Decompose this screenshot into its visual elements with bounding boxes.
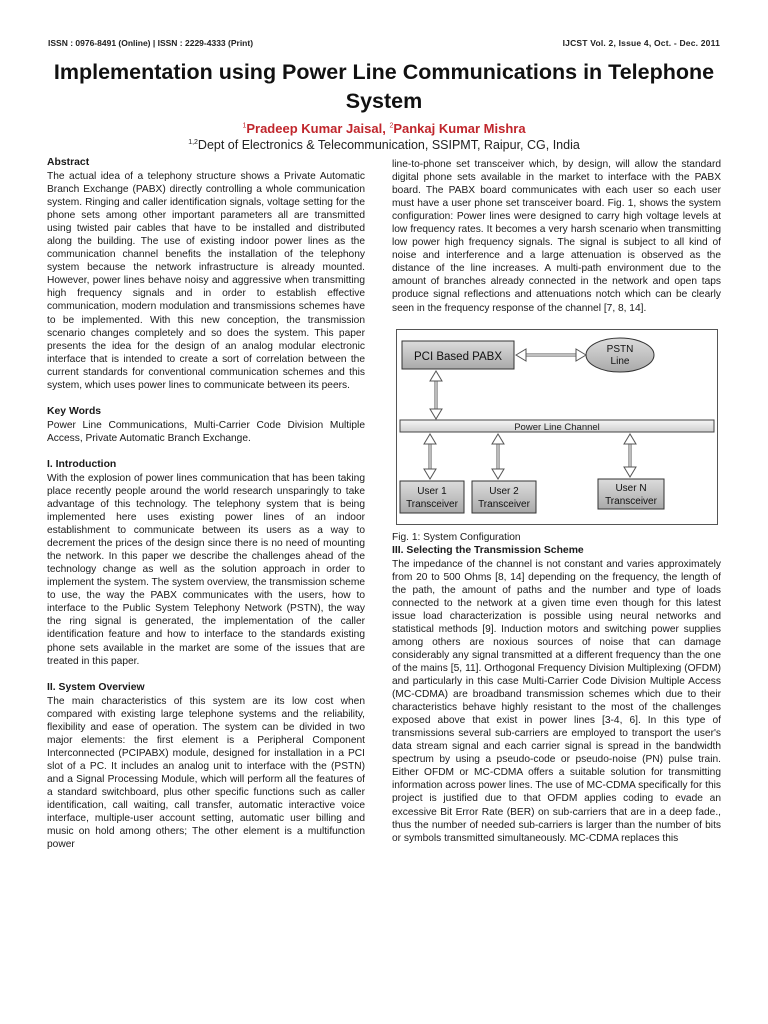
author-2: Pankaj Kumar Mishra <box>393 121 526 136</box>
authors <box>0 121 768 136</box>
channel-user2-arrow <box>492 434 504 479</box>
author-2-marker: 2 <box>389 122 394 130</box>
channel-usern-arrow <box>624 434 636 477</box>
abstract-heading: Abstract <box>47 157 90 168</box>
user-2-transceiver-label: Transceiver <box>478 498 530 510</box>
user-2-label: User 2 <box>489 485 519 497</box>
user-1-transceiver-label: Transceiver <box>406 498 458 510</box>
abstract-text: The actual idea of a telephony structure shows a Private Automatic Branch Exchange (PABX) directly controlling a whole communication system. Ringing and caller identification signals, voltage setting for the phone sets among other important parameters all are transmitted using twisted pair cables that have to be installed and distributed along the building. The use of existing indoor power lines as the communication channel benefits the installation of the telephony system because the network infrastructure is already mounted. However, power lines behave noisy and aggressive when transmitting high frequency signals and in order to establish effective communication, modern modulation and transmissions schemes have to be implemented. With this new conception, the transmission scenario changes completely and so does the system. This paper presents the idea for the design of an analog modular electronic interface that is intended to create a sort of correlation between the current standards for conventional communication schemes and this system, which uses power lines to communicate between its peers. <box>47 171 365 391</box>
introduction-heading: I. Introduction <box>47 458 117 470</box>
issn-header: ISSN : 0976-8491 (Online) | ISSN : 2229-4333 (Print) <box>48 38 254 48</box>
user-1-label: User 1 <box>417 485 447 497</box>
user-n-transceiver-label: Transceiver <box>605 495 657 507</box>
journal-header: IJCST Vol. 2, Issue 4, Oct. - Dec. 2011 <box>562 38 720 48</box>
selecting-scheme-text: The impedance of the channel is not constant and varies approximately from 20 to 500 Ohms [8, 14] depending on the frequency, the length of the path, the amount of paths and the number and type of loads connected to the network at a given time even though for this latest issue load characterization is possible using neural networks and statistical methods [9]. Induction motors and switching power supplies among others are noxious sources of noise that can damage considerably any signal transmitted at a different frequency than the one of the mains [5, 11]. Orthogonal Frequency Division Multiplexing (OFDM) and particularly in this case Multi-Carrier Code Division Multiple Access (MC-CDMA) are broadband transmission schemes which due to their characteristics behave highly resistant to the most of the challenges exposed above that exist in power lines [3-4, 6]. In this type of transmissions several sub-carriers are employed to transport the user's data stream signal and each carrier signal is spread in the bandwidth spectrum by using a pseudo-code or pseudo-noise (PN) pulse train. Either OFDM or MC-CDMA offers a suitable solution for transmitting information across power lines. The use of MC-CDMA specifically for this project is justified due to that OFDM applies coding to evade an excessive Bit Error Rate (BER) on sub-carriers that are in a deep fade., thus the number of needed sub-carriers is larger than the number of bits or symbols transmitted simultaneously. MC-CDMA replaces this <box>392 558 721 844</box>
system-overview-text: The main characteristics of this system are its low cost when compared with existing large telephone systems and the reliability, flexibility and ease of operation. The system can be divided in two major elements: the first element is a Peripheral Component Interconnected (PCIPABX) module, designed for installation in a PCI slot of a PC. It includes an analog unit to interface with the (PSTN) and a Signal Processing Module, which will perform all the features of a standard switchboard, plus other specific functions such as caller identification, call waiting, call transfer, automatic interactive voice interface, multiple-user account setting, automatic user billing and music on hold among others; The other element is a multifunction power <box>47 695 365 851</box>
figure-caption: Fig. 1: System Configuration <box>392 531 521 543</box>
right-column <box>392 158 721 845</box>
continuation-text: line-to-phone set transceiver which, by design, will allow the standard digital phone sets available in the market to interface with the PABX board. The PABX board communicates with each user so each user must have a user phone set transceiver board. Fig. 1, shows the system configuration: Power lines were designed to carry high voltage levels at low frequency rates. It becomes a very harsh scenario when transmitting low power high frequency signals. The signal is subject to all kind of noise and interference and a large attenuation is observed as the distance of the line increases. A multi-path environment due to the amount of branches already connected in the network and open taps produce signal reflections and attenuations notch which can be clearly seen in the frequency response of the channel [7, 8, 14]. <box>392 159 721 314</box>
author-1-marker: 1 <box>242 122 247 130</box>
keywords-heading: Key Words <box>47 405 102 417</box>
pabx-channel-arrow <box>430 371 442 419</box>
introduction-text: With the explosion of power lines communication that has been taking place recently people around the world research unsparingly to take advantage of this technology. The telephony system that is being implemented here uses existing power lines of an indoor establishment to communicate between its users as a way to decrement the prices of the design since there is no need of mounting the network. In this paper we describe the challenges ahead of the technology change as well as the solution approach in order to implement the system. The system overview, the transmission scheme to use, the way the PABX communicates with the users, how to interface to the Public System Telephony Network (PSTN), the way the ring signal is generated, the implementation of the caller identification feature and how to interface to the standards existing phone sets available in the market are some of the issues that are treated in this paper. <box>47 472 366 667</box>
author-1: Pradeep Kumar Jaisal, <box>246 121 386 136</box>
channel-user1-arrow <box>424 434 436 479</box>
left-column <box>47 156 365 851</box>
selecting-scheme-heading: III. Selecting the Transmission Scheme <box>392 544 584 556</box>
system-overview-heading: II. System Overview <box>47 681 145 693</box>
pabx-label: PCI Based PABX <box>414 350 502 363</box>
paper-title: Implementation using Power Line Communications in Telephone System <box>53 60 715 113</box>
affiliation-text: Dept of Electronics & Telecommunication, SSIPMT, Raipur, CG, India <box>197 138 580 152</box>
power-line-channel-label: Power Line Channel <box>514 421 600 433</box>
keywords-text: Power Line Communications, Multi-Carrier Code Division Multiple Access, Private Automatic Branch Exchange. <box>47 419 365 444</box>
pabx-pstn-arrow <box>516 349 586 361</box>
system-configuration-figure <box>396 329 718 525</box>
pstn-label-2: Line <box>610 355 630 367</box>
system-diagram <box>396 329 718 525</box>
user-n-label: User N <box>615 482 647 494</box>
affiliation-marker: 1,2 <box>188 138 198 146</box>
pstn-label-1: PSTN <box>606 343 634 355</box>
affiliation <box>0 138 768 152</box>
